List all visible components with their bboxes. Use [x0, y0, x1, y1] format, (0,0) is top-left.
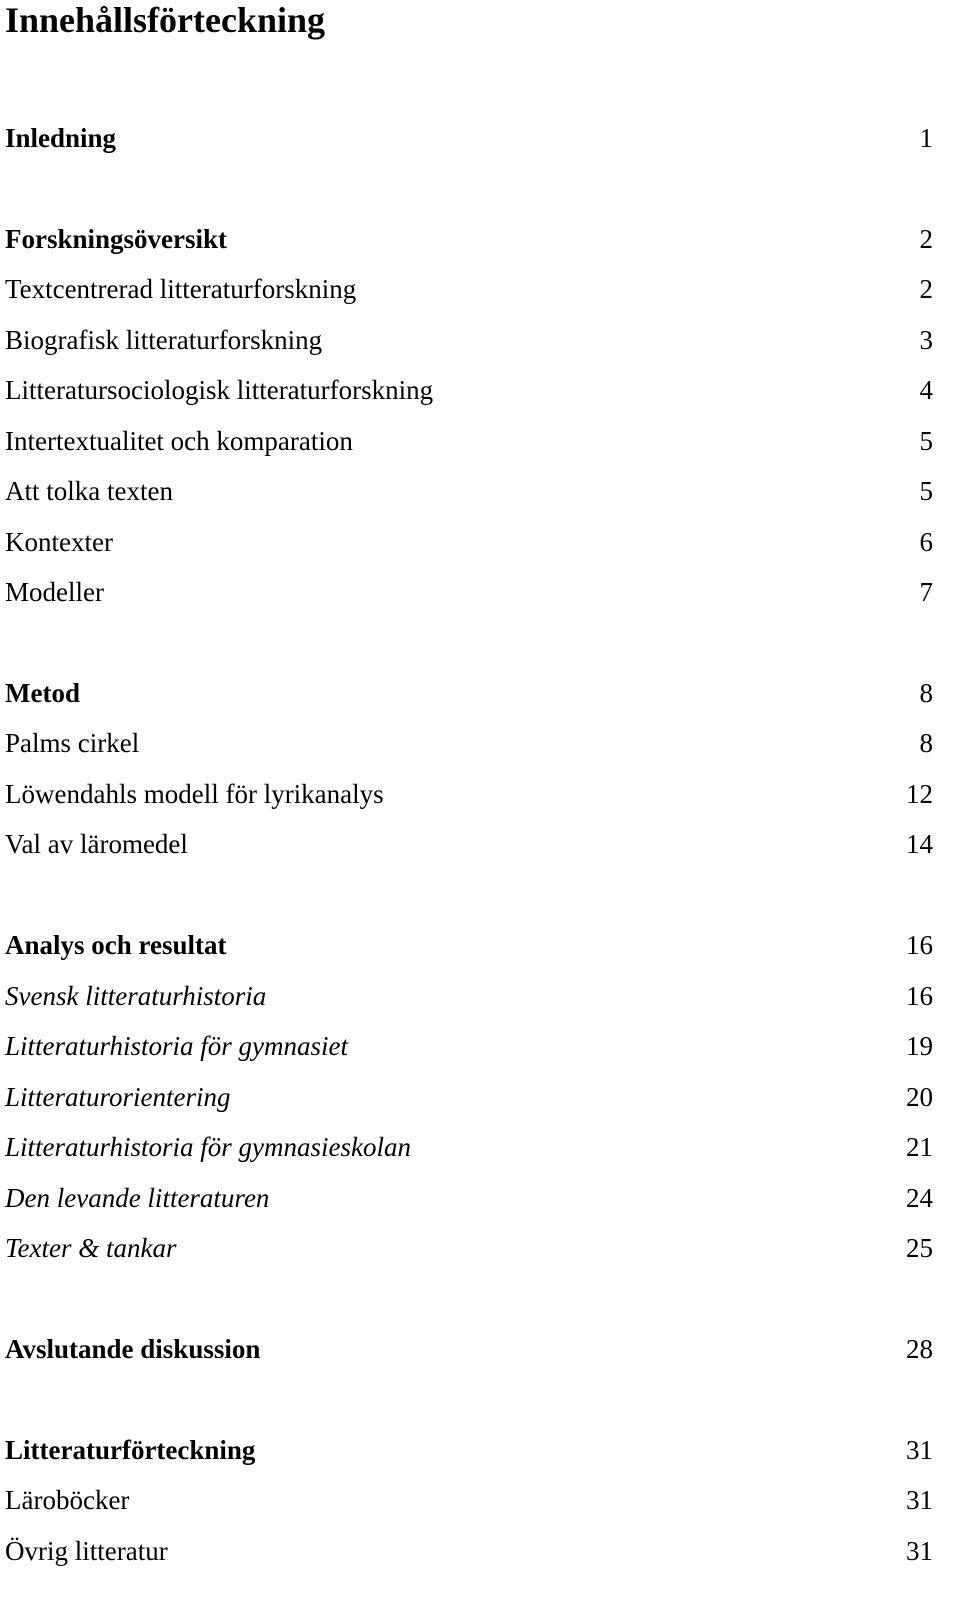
toc-entry-title: Modeller	[5, 577, 104, 608]
toc-entry-page-number: 8	[919, 728, 933, 759]
toc-entry-title: Att tolka texten	[5, 476, 173, 507]
toc-entry	[5, 971, 933, 1021]
toc-entry	[5, 1475, 933, 1525]
toc-entry-title: Intertextualitet och komparation	[5, 425, 353, 456]
toc-section-page-number: 28	[906, 1333, 933, 1364]
toc-entry-page-number: 3	[919, 324, 933, 355]
toc-entry-page-number: 5	[919, 425, 933, 456]
toc-entry-title: Val av läromedel	[5, 829, 188, 860]
toc-section	[5, 668, 933, 870]
toc-section-page-number: 2	[919, 223, 933, 254]
toc-entry	[5, 315, 933, 365]
toc-section-page-number: 8	[919, 677, 933, 708]
toc-entry-page-number: 31	[906, 1535, 933, 1566]
toc-section	[5, 920, 933, 1273]
toc-entry-title: Textcentrerad litteraturforskning	[5, 274, 357, 305]
toc-entry-page-number: 24	[906, 1182, 933, 1213]
toc-entry-title: Palms cirkel	[5, 728, 140, 759]
toc-section-heading	[5, 113, 933, 163]
toc-section-title: Analys och resultat	[5, 930, 227, 961]
toc-entry-page-number: 16	[906, 980, 933, 1011]
toc-section-heading	[5, 1425, 933, 1475]
toc-entry	[5, 819, 933, 869]
toc-section-title: Forskningsöversikt	[5, 223, 228, 254]
toc-entry	[5, 1223, 933, 1273]
toc-entry-page-number: 12	[906, 778, 933, 809]
toc-entry-title: Litteratursociologisk litteraturforskning	[5, 375, 434, 406]
toc-section-title: Inledning	[5, 123, 117, 153]
toc-entry-title: Litteraturhistoria för gymnasiet	[5, 1031, 349, 1062]
toc-entry-page-number: 25	[906, 1232, 933, 1263]
toc-section-title: Avslutande diskussion	[5, 1333, 261, 1364]
toc-entry	[5, 416, 933, 466]
toc-entry-title: Litteraturorientering	[5, 1081, 231, 1112]
toc-section-page-number: 16	[906, 930, 933, 961]
toc-entry-page-number: 7	[919, 577, 933, 608]
toc-entry-page-number: 21	[906, 1132, 933, 1163]
toc-entry	[5, 264, 933, 314]
toc-list	[5, 113, 933, 1576]
toc-entry-title: Övrig litteratur	[5, 1535, 168, 1566]
toc-entry-title: Läroböcker	[5, 1485, 130, 1516]
toc-entry-title: Biografisk litteraturforskning	[5, 324, 323, 355]
toc-section-title: Litteraturförteckning	[5, 1434, 256, 1465]
toc-entry-page-number: 5	[919, 476, 933, 507]
toc-section	[5, 1425, 933, 1576]
toc-entry	[5, 365, 933, 415]
toc-section-heading	[5, 920, 933, 970]
toc-section-heading	[5, 668, 933, 718]
toc-section	[5, 214, 933, 618]
page-title: Innehållsförteckning	[5, 0, 326, 40]
toc-entry-title: Litteraturhistoria för gymnasieskolan	[5, 1132, 412, 1163]
toc-entry	[5, 769, 933, 819]
toc-entry	[5, 466, 933, 516]
toc-entry	[5, 718, 933, 768]
toc-entry-title: Texter & tankar	[5, 1232, 177, 1263]
toc-entry-title: Svensk litteraturhistoria	[5, 980, 267, 1011]
toc-entry-page-number: 4	[919, 375, 933, 406]
toc-entry	[5, 567, 933, 617]
toc-entry-page-number: 6	[919, 526, 933, 557]
toc-entry-title: Kontexter	[5, 526, 113, 557]
toc-entry	[5, 1173, 933, 1223]
toc-entry	[5, 1526, 933, 1576]
toc-entry	[5, 1072, 933, 1122]
toc-entry	[5, 1122, 933, 1172]
toc-entry	[5, 517, 933, 567]
toc-section	[5, 113, 933, 163]
toc-entry-page-number: 20	[906, 1081, 933, 1112]
toc-section-page-number: 31	[906, 1434, 933, 1465]
toc-section-heading	[5, 214, 933, 264]
toc-entry-title: Löwendahls modell för lyrikanalys	[5, 778, 384, 809]
toc-section	[5, 1324, 933, 1374]
toc-section-title: Metod	[5, 677, 80, 708]
toc-section-page-number: 1	[919, 123, 933, 153]
toc-entry-page-number: 14	[906, 829, 933, 860]
toc-entry-page-number: 31	[906, 1485, 933, 1516]
toc-entry-page-number: 2	[919, 274, 933, 305]
toc-section-heading	[5, 1324, 933, 1374]
toc-entry-title: Den levande litteraturen	[5, 1182, 270, 1213]
toc-entry-page-number: 19	[906, 1031, 933, 1062]
toc-entry	[5, 1021, 933, 1071]
